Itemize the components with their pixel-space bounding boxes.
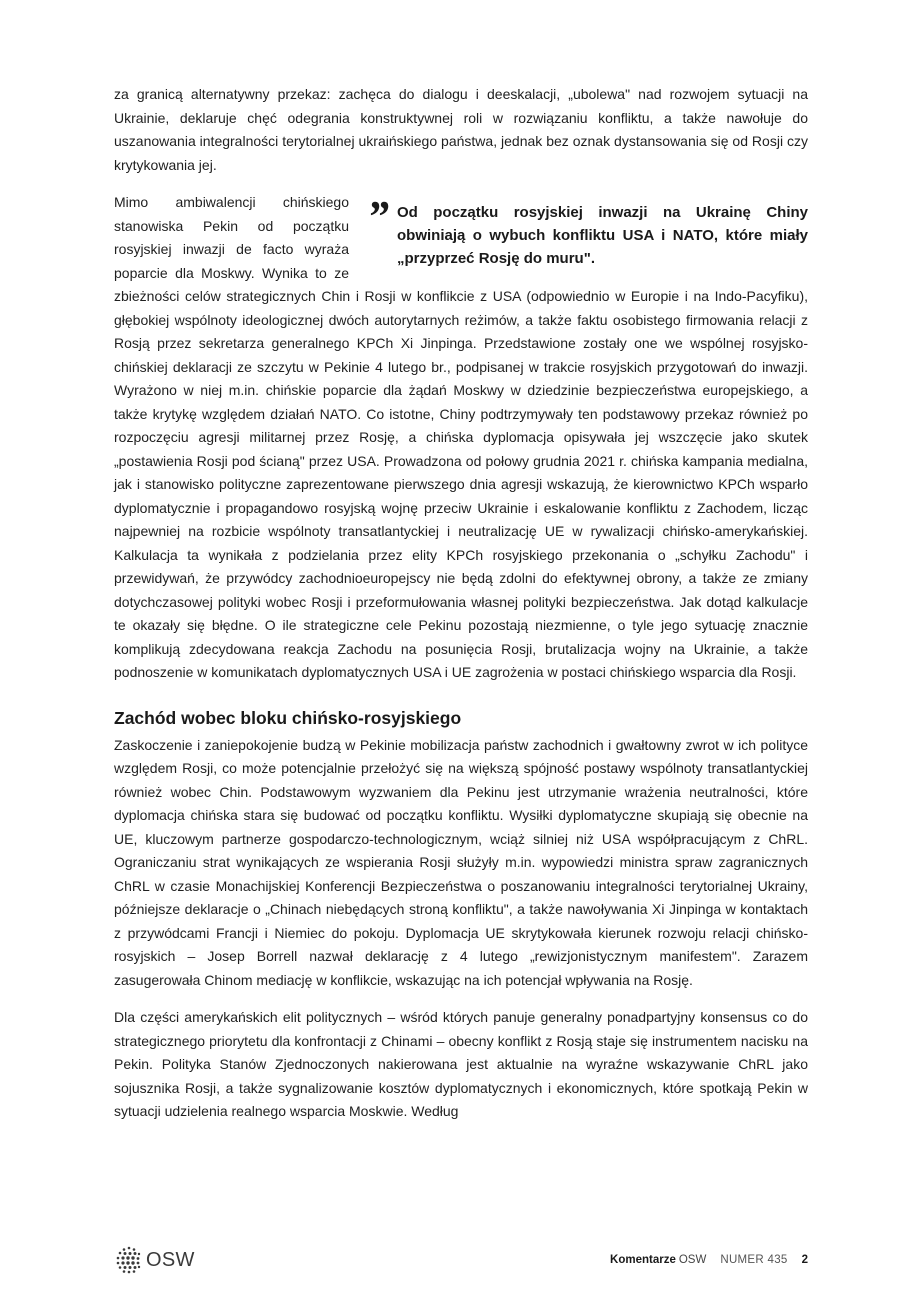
footer-meta bbox=[610, 1254, 808, 1266]
osw-logo bbox=[114, 1245, 195, 1275]
quote-icon: ” bbox=[367, 192, 386, 241]
pull-quote bbox=[367, 192, 808, 270]
section-heading: Zachód wobec bloku chińsko-rosyjskiego bbox=[114, 707, 462, 728]
paragraph-3: Zaskoczenie i zaniepokojenie budzą w Pekinie mobilizacja państw zachodnich i gwałtowny zwrot w ich polityce względem Rosji, co może potencjalnie przełożyć się na większą spójność postawy wspólnoty transatlantyckiej również wobec Chin. Podstawowym wyzwaniem dla Pekinu jest utrzymanie wrażenia neutralności, które dyplomacja chińska stara się budować od początku konfliktu. Wysiłki dyplomatyczne skupiają się obecnie na UE, kluczowym partnerze gospodarczo-technologicznym, wciąż silniej niż USA współpracującym z ChRL. Ograniczaniu strat wynikających ze wspierania Rosji służyły m.in. wypowiedzi ministra spraw zagranicznych ChRL w czasie Monachijskiej Konferencji Bezpieczeństwa o poszanowaniu integralności terytorialnej Ukrainy, późniejsze deklaracje o „Chinach niebędących stroną konfliktu", a także nawoływania Xi Jinpinga w kontaktach z przywódcami Francji i Niemiec do pokoju. Dyplomacja UE skrytykowała kierunek rozwoju relacji chińsko-rosyjskich – Josep Borrell nazwał deklarację z 4 lutego „rewizjonistycznym manifestem". Zarazem zasugerowała Chinom mediację w konflikcie, wskazując na ich potencjał wpływania na Rosję. bbox=[114, 736, 808, 988]
logo-text: OSW bbox=[146, 1248, 195, 1271]
paragraph-2: Mimo ambiwalencji chińskiego stanowiska Pekin od początku rosyjskiej inwazji de facto wyraża poparcie dla Moskwy. Wynika to ze zbieżności celów strategicznych Chin i Rosji w konflikcie z USA (odpowiednio w Europie i na Indo-Pacyfiku), głębokiej wspólnoty ideologicznej dwóch autorytarnych reżimów, a także faktu osobistego firmowania relacji z Rosją przez sekretarza generalnego KPCh Xi Jinpinga. Przedstawione zostały one we wspólnej rosyjsko-chińskiej deklaracji ze szczytu w Pekinie 4 lutego br., podpisanej w trakcie rosyjskich przygotowań do inwazji. Wyrażono w niej m.in. chińskie poparcie dla żądań Moskwy w dziedzinie bezpieczeństwa europejskiego, a także krytykę względem działań NATO. Co istotne, Chiny podtrzymywały ten podstawowy przekaz również po rozpoczęciu agresji militarnej przez Rosję, a chińska dyplomacja opisywała jej wszczęcie jako skutek „postawienia Rosji pod ścianą" przez USA. Prowadzona od połowy grudnia 2021 r. chińska kampania medialna, jak i stanowisko polityczne zaprezentowane pierwszego dnia agresji wskazują, że kierownictwo KPCh wsparło dyplomatycznie i propagandowo rosyjską wojnę przeciw Ukrainie i eskalowanie konfliktu z Zachodem, licząc najpewniej na rozbicie wspólnoty transatlantyckiej i neutralizację UE w rywalizacji chińsko-amerykańskiej. Kalkulacja ta wynikała z podzielania przez elity KPCh rosyjskiego przekonania o „schyłku Zachodu" i przewidywań, że przywódcy zachodnioeuropejscy nie będą zdolni do efektywnej obrony, a także ze zmiany dotychczasowej polityki wobec Rosji i przeformułowania własnej polityki bezpieczeństwa. Jak dotąd kalkulacje te okazały się błędne. O ile strategiczne cele Pekinu pozostają niezmienne, o tyle jego sytuację znacznie komplikują zdecydowana reakcja Zachodu na posunięcia Rosji, brutalizacja wojny na Ukrainie, a także podnoszenie w komunikatach dyplomatycznych USA i UE zagrożenia w postaci chińskiego wsparcia dla Rosji. bbox=[114, 194, 808, 680]
globe-dots-icon bbox=[114, 1245, 144, 1275]
page-number: 2 bbox=[801, 1254, 808, 1266]
article-body bbox=[114, 83, 808, 1124]
paragraph-4: Dla części amerykańskich elit politycznych – wśród których panuje generalny ponadpartyjny konsensus co do strategicznego priorytetu dla konfrontacji z Chinami – obecny konflikt z Rosją staje się instrumentem nacisku na Pekin. Polityka Stanów Zjednoczonych nakierowana jest aktualnie na wyraźne wskazywanie ChRL jako sojusznika Rosji, a także sygnalizowanie kosztów dyplomatycznych i ekonomicznych, które spotkają Pekin w sytuacji udzielenia realnego wsparcia Moskwie. Według bbox=[114, 1009, 808, 1119]
pull-quote-text: Od początku rosyjskiej inwazji na Ukrainę Chiny obwiniają o wybuch konfliktu USA i NATO, które miały „przyprzeć Rosję do muru". bbox=[397, 204, 808, 267]
series-org: OSW bbox=[678, 1254, 707, 1266]
issue-number: NUMER 435 bbox=[720, 1254, 788, 1266]
intro-paragraph: za granicą alternatywny przekaz: zachęca do dialogu i deeskalacji, „ubolewa" nad rozwojem sytuacji na Ukrainie, deklaruje chęć odegrania konstruktywnej roli w rozwiązaniu konfliktu, a także nawołuje do uszanowania integralności terytorialnej ukraińskiego państwa, jednak bez oznak dystansowania się od Rosji czy krytykowania jej. bbox=[114, 86, 808, 173]
page-footer bbox=[114, 1245, 808, 1275]
series-name: Komentarze bbox=[610, 1254, 676, 1266]
